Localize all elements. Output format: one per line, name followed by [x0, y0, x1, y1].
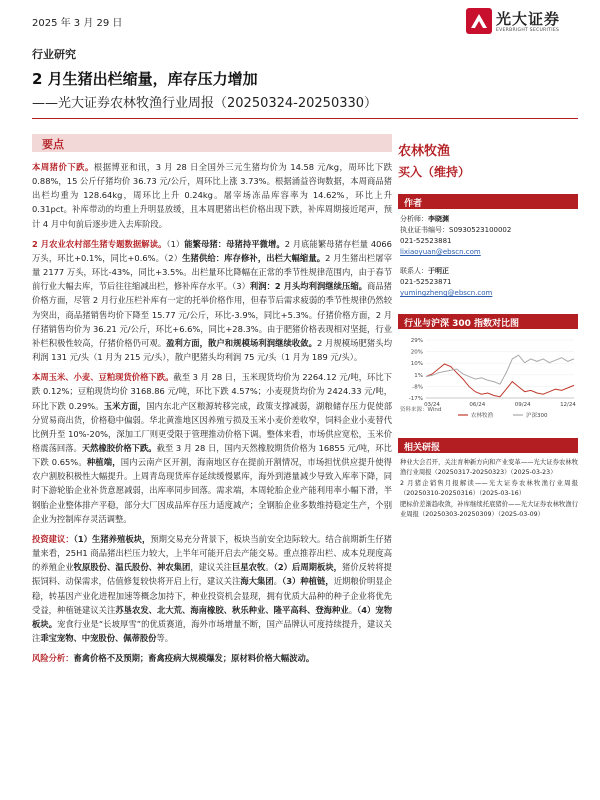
paragraph-text: 2 月生猪出栏屠宰量 2177 万头，环比-43%，同比+3.5%。出栏量环比降幅在正常的季节性规律范围内，由于春节前行业大幅去库，节后往往缩减出栏，修补库存水平。 [32, 252, 392, 292]
x-tick-label: 03/24 [424, 402, 440, 408]
paragraph-lead: 2 月农业农村部生猪专题数据解读。 [32, 238, 167, 249]
chart-section-header: 行业与沪深 300 指数对比图 [398, 314, 578, 329]
y-tick-label: -8% [412, 384, 423, 391]
legend-label: 农林牧渔 [471, 413, 494, 419]
paragraph-bold: 苏垦农发、北大荒、海南橡胶、秋乐种业、隆平高科、登海种业 [115, 604, 349, 615]
related-report-item[interactable]: 肥标价差渐趋收敛，补库继续托底猪价——光大证券农林牧渔行业周报（20250303-20250309）（2025-03-09） [400, 501, 578, 518]
paragraph-bold: （3）种植链， [282, 576, 334, 587]
legend-label: 沪深300 [526, 413, 548, 419]
report-date: 2025 年 3 月 29 日 [32, 18, 123, 29]
series-line-csi300 [426, 355, 574, 384]
author-card [400, 214, 578, 258]
report-subtitle: ——光大证券农林牧渔行业周报（20250324-20250330） [32, 96, 378, 111]
paragraph-bold: （4）宠物板块。 [32, 604, 392, 629]
industry-name: 农林牧渔 [398, 144, 451, 159]
paragraph-bold: 能繁母猪：母猪持平微增。 [184, 238, 285, 249]
related-report-item[interactable]: 种业大会召开，关注育种新方向和产业变革——光大证券农林牧渔行业周报（20250317-20250323）（2025-03-23） [400, 459, 578, 476]
paragraph-bold: （1）生猪养殖板块， [73, 533, 151, 544]
author-phone: 021-52523881 [400, 237, 452, 245]
paragraph-text: 国内东北产区粮源转移完成，政策支撑减弱，湖粮储存压力促使部分贸易商出货，价格稳中偏弱。华北黄淮地区因养殖亏损及玉米小麦价差收窄，饲料企业小麦替代比例升至 10%-20%，深加工厂则更受限于管理推动价格下调。整体来看，市场供应宽松，玉米价格震荡回落。 [32, 400, 392, 453]
paragraph-lead: 投资建议： [32, 533, 74, 544]
paragraph-ministry-data [32, 237, 392, 364]
related-report-item[interactable]: 2 月猪企销售月报解读——光大证券农林牧渔行业周报（20250310-20250316）（2025-03-16） [400, 480, 578, 497]
logo-english-text: EVERBRIGHT SECURITIES [496, 28, 560, 33]
paragraph-lead: 本周玉米、小麦、豆粕现货价格下跌。 [32, 372, 174, 383]
index-comparison-chart [398, 334, 578, 444]
points-label: 要点 [42, 138, 64, 151]
paragraph-text: 。 [273, 576, 283, 587]
contact-card [400, 266, 578, 299]
paragraph-text: （1） [166, 238, 185, 249]
contact-email[interactable]: yumingzheng@ebscn.com [400, 289, 493, 297]
paragraph-bold: 海大集团 [240, 576, 274, 587]
paragraph-lead: 风险分析： [32, 653, 74, 664]
paragraph-bold: 种植端， [86, 457, 121, 468]
paragraph-text: 。 [265, 562, 274, 573]
author-email[interactable]: lixiaoyuan@ebscn.com [400, 248, 481, 256]
y-tick-label: 20% [410, 349, 423, 356]
divider [32, 118, 578, 119]
paragraph-bold: 天然橡胶价格下跌。 [81, 442, 157, 453]
paragraph-text: 2 月规模场肥猪头均利润 131 元/头（1 月为 215 元/头），散户肥猪头均利润 75 元/头（1 月为 189 元/头）。 [32, 337, 392, 363]
paragraph-text: 等。 [156, 633, 174, 643]
y-tick-label: 29% [410, 338, 423, 344]
paragraph-bold: 巨星农牧 [232, 562, 266, 573]
y-tick-label: -17% [408, 396, 423, 402]
paragraph-text: ，建议关注 [190, 562, 232, 573]
author-license: 执业证书编号：S0930523100002 [400, 226, 512, 234]
paragraph-bold: 利润：2 月头均利润继续压缩。 [249, 281, 367, 292]
paragraph-text: 国内云南产区开割，海南地区存在提前开割情况，市场担忧供应提升使得农户割胶积极性大幅提升。上周青岛现货库存延续缓慢累库，海外到港量减少导致入库率下降，同时下游轮胎企业补货意愿减弱，出库率同步回落。需求端，本周轮胎企业产能利用率小幅下滑，半钢胎企业整体排产平稳，部分大厂因成品库存压力适度减产；全钢胎企业多数维持稳定生产，个别企业为控制库存灵活调整。 [32, 457, 392, 524]
chart-source: 资料来源：Wind [400, 407, 442, 413]
sidebar [398, 140, 578, 518]
paragraph-lead: 本周猪价下跌。 [32, 162, 94, 172]
paragraph-text: 截至 3 月 28 日，玉米现货均价为 2264.12 元/吨，环比下跌 0.12%；豆粕现货均价 3168.86 元/吨，环比下跌 4.57%；小麦现货均价为 2424.33 元/吨，环比下跌 0.29%。 [32, 372, 392, 411]
x-tick-label: 09/24 [514, 402, 531, 408]
author-name: 李晓渊 [428, 215, 449, 223]
author-role: 分析师： [400, 215, 428, 223]
logo-text: 光大证券 [496, 10, 561, 28]
paragraph-text: 近期粮价明显企稳，转基因产业化进程加速等概念加持下，种业投资机会显现，拥有优质大品种的种子企业将优先受益，种植链建议关注 [32, 576, 392, 615]
paragraph-bold: 乖宝宠物、中宠股份、佩蒂股份 [40, 633, 157, 643]
paragraph-risk [32, 651, 392, 665]
paragraph-pig-price [32, 160, 392, 231]
paragraph-grain-prices [32, 370, 392, 526]
paragraph-text: 商品猪价格方面，尽管 2 月行业压栏补库有一定的托举价格作用，但春节后需求疲弱的季节性规律仍然较为突出，商品猪销售均价下降至 15.77 元/公斤，环比-3.9%，同比+5.3%。仔猪价格方面，2 月仔猪销售均价为 36.21 元/公斤，环比+6.6%，同比+28.3%。由于肥猪价格表现相对坚挺，行业补栏积极性较高，仔猪价格仍可观。 [32, 281, 392, 348]
paragraph-bold: （2）后周期板块， [273, 562, 343, 573]
main-content [32, 160, 392, 671]
paragraph-text: 根据博亚和讯，3 月 28 日全国外三元生猪均价为 14.58 元/kg，周环比下跌 0.88%，15 公斤仔猪均价 36.73 元/公斤，周环比上涨 3.73%。根据涌益咨询数据，本周商品猪出栏均重为 128.64kg，周环比上升 0.24kg。屠宰场冻品库容率为 14.62%，环比上升 0.31pct。补库带动的均重上升明显放缓，且本周肥猪出栏价格出现下跌，补库周期接近尾声，预计 4 月中旬前后逐步进入去库阶段。 [32, 162, 392, 229]
paragraph-bold: 盈利方面，散户和规模场利润继续收敛。 [166, 337, 318, 348]
y-tick-label: 1% [414, 372, 423, 379]
logo-mark-icon [466, 8, 492, 34]
paragraph-text: 。 [348, 604, 358, 615]
paragraph-investment [32, 532, 392, 645]
paragraph-text: 猪价反转将提振饲料、动保需求，估值修复较快将开启上行，建议关注 [32, 562, 392, 587]
report-category: 行业研究 [32, 48, 76, 61]
brand-logo [466, 6, 578, 40]
paragraph-text: 截至 3 月 28 日，国内天然橡胶期货价格为 16855 元/吨，环比下跌 0.65%。 [32, 442, 392, 468]
x-tick-label: 06/24 [469, 402, 486, 408]
paragraph-text: 2 月底能繁母猪存栏量 4066 万头，环比+0.1%，同比+0.6%。 [32, 238, 392, 263]
paragraph-bold: 生猪供给：库存修补，出栏大幅缩量。 [182, 252, 326, 263]
paragraph-text: （3） [232, 281, 250, 292]
paragraph-bold: 牧原股份、温氏股份、神农集团 [73, 562, 191, 573]
related-reports [400, 458, 578, 521]
contact-name: 于明正 [428, 267, 449, 275]
paragraph-text: 宠食行业是“长坡厚雪”的优质赛道，海外市场增量不断，国产品牌认可度持续提升，建议关注 [32, 618, 392, 643]
paragraph-text: （2） [164, 252, 183, 263]
contact-phone: 021-52523871 [400, 278, 452, 286]
series-line-agriculture [426, 364, 574, 397]
author-section-header: 作者 [398, 194, 578, 209]
paragraph-text: 预期交易充分背景下，板块当前安全边际较大。结合前期新生仔猪量来看，25H1 商品猪出栏压力较大，上半年可能开启去产能交易。重点推荐出栏、成本兑现度高的养殖企业 [32, 533, 392, 573]
x-tick-label: 12/24 [560, 402, 576, 408]
y-tick-label: 10% [410, 361, 423, 368]
paragraph-bold: 畜禽价格不及预期；畜禽疫病大规模爆发；原材料价格大幅波动。 [73, 653, 315, 664]
points-header [32, 134, 392, 152]
contact-role: 联系人： [400, 267, 428, 275]
paragraph-bold: 玉米方面， [103, 400, 147, 411]
report-title: 2 月生猪出栏缩量，库存压力增加 [32, 70, 258, 88]
rating-label: 买入（维持） [398, 165, 471, 179]
related-section-header: 相关研报 [398, 438, 578, 453]
